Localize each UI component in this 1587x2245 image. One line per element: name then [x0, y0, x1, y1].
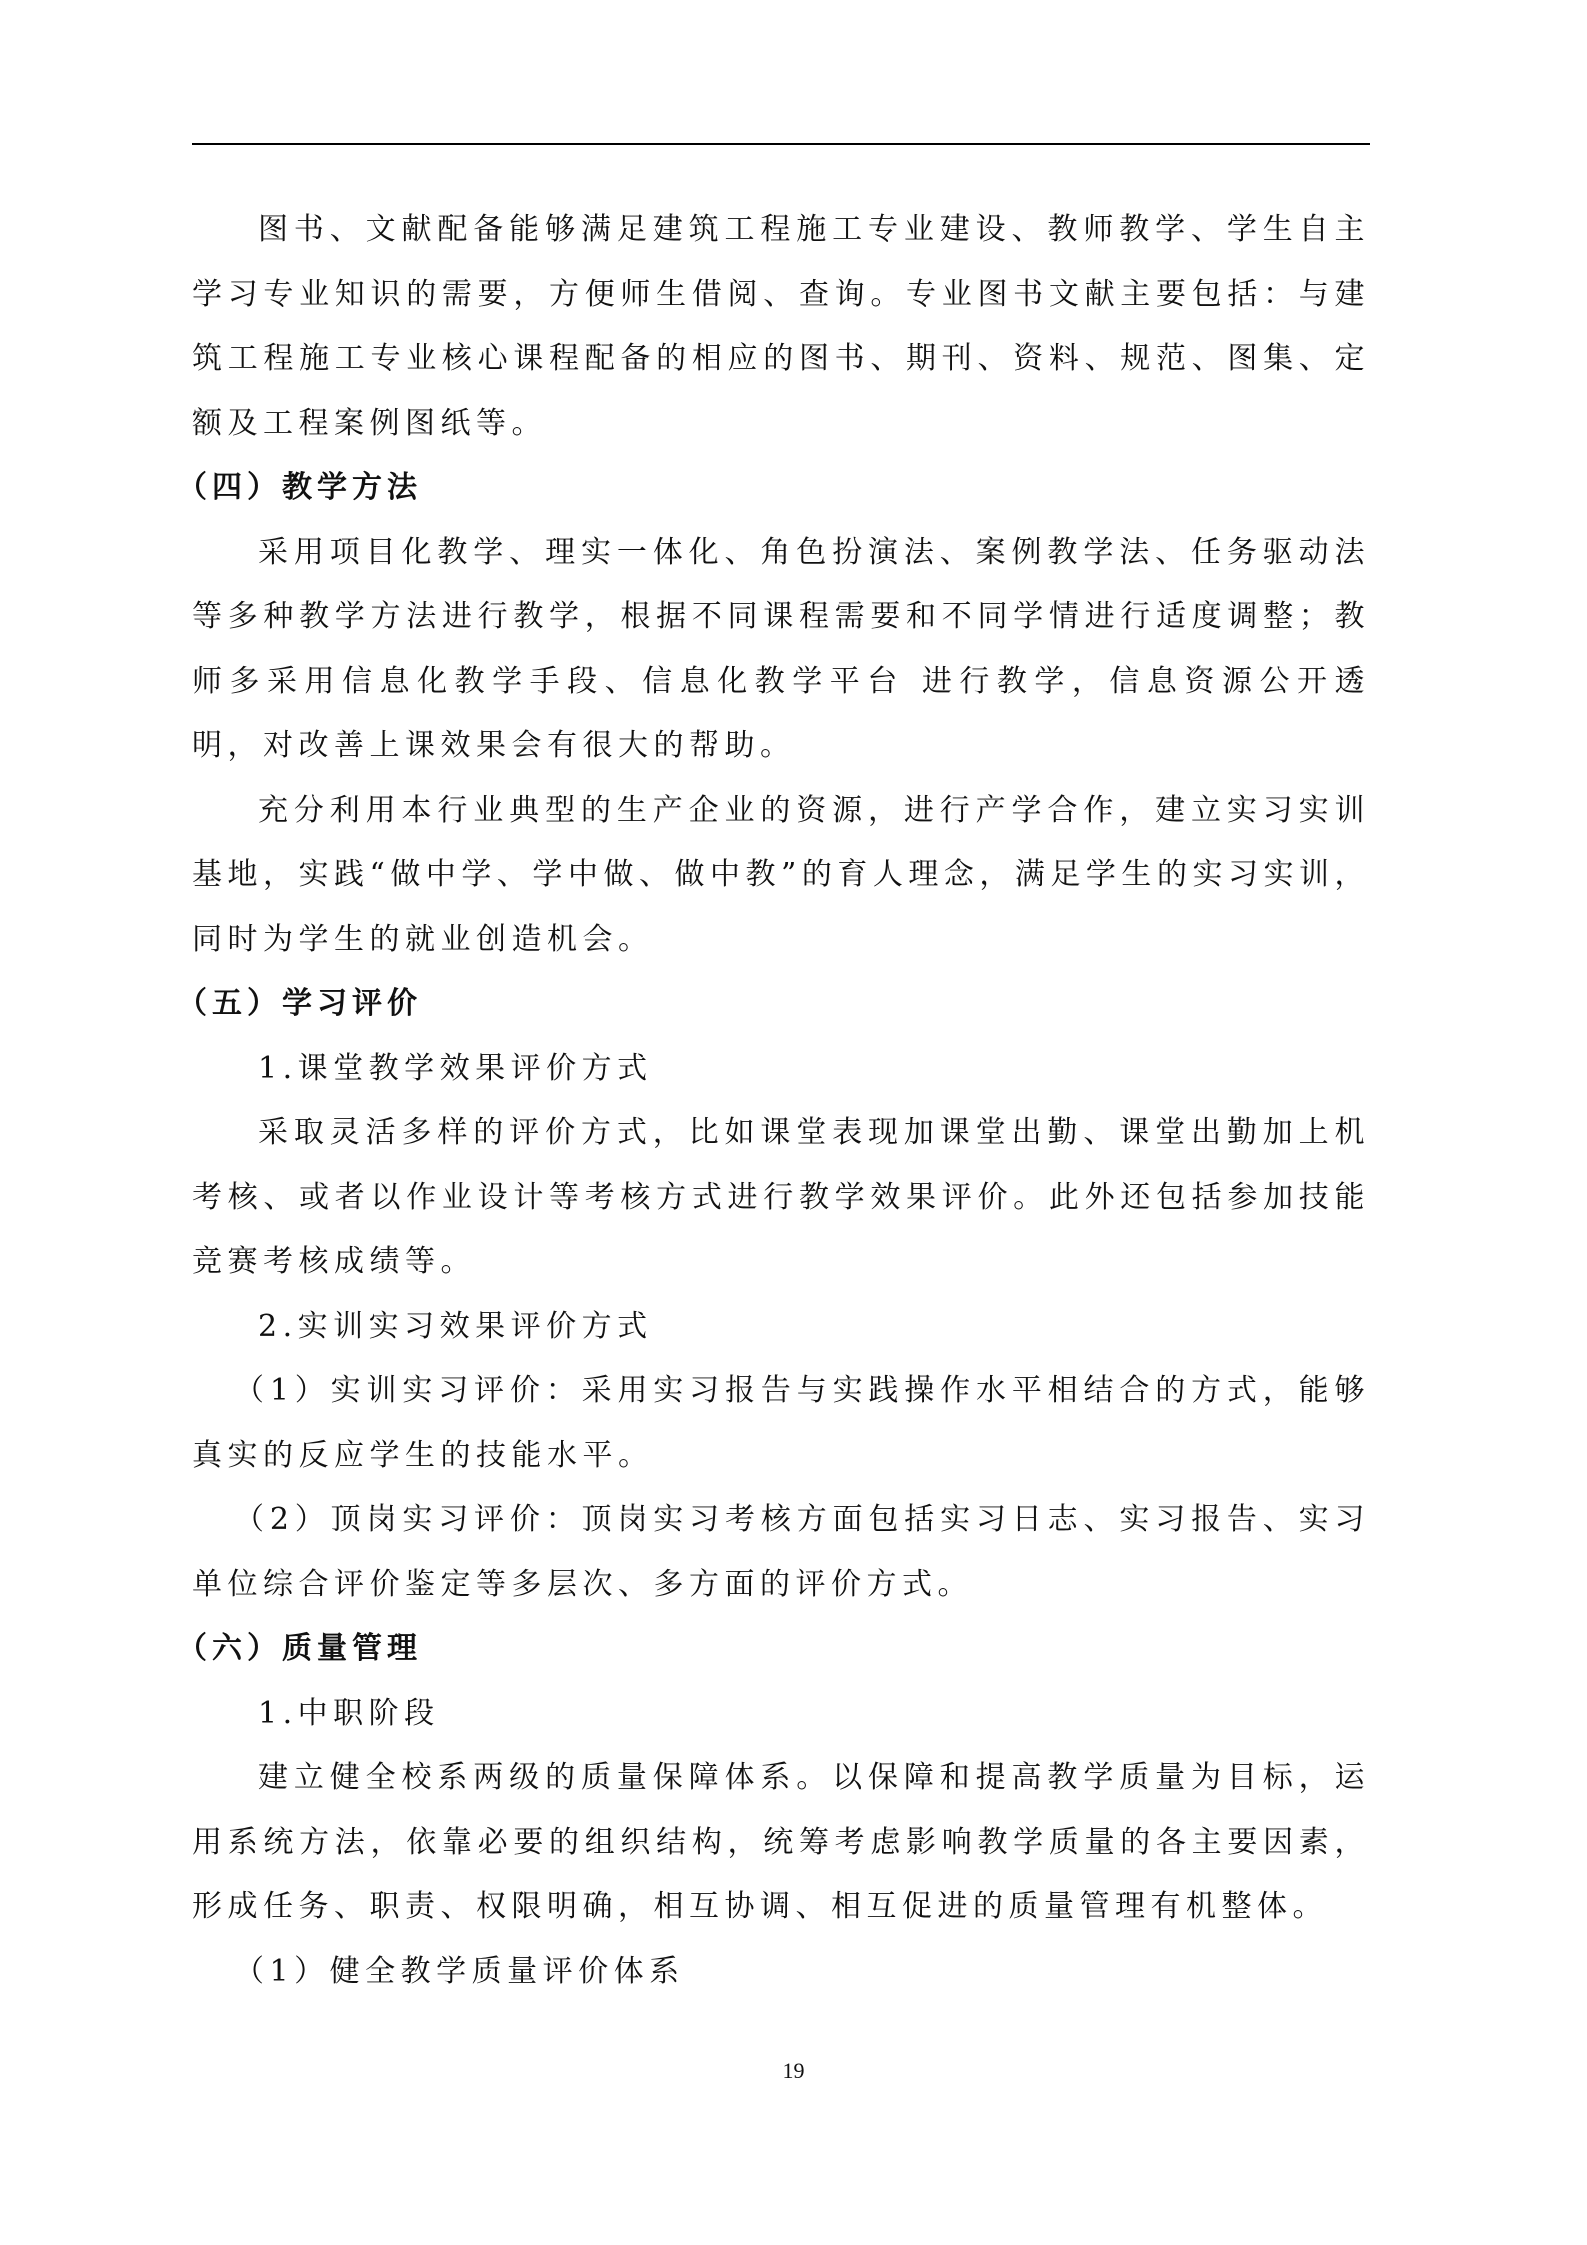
page-number: 19: [782, 2058, 805, 2083]
paragraph-industry-cooperation: 充分利用本行业典型的生产企业的资源，进行产学合作，建立实习实训基地，实践“做中学、学中做、做中教”的育人理念，满足学生的实习实训，同时为学生的就业创造机会。: [192, 792, 1370, 957]
header-rule: [192, 143, 1370, 145]
paragraph-quality-system: 建立健全校系两级的质量保障体系。以保障和提高教学质量为目标，运用系统方法，依靠必要的组织结构，统筹考虑影响教学质量的各主要因素，形成任务、职责、权限明确，相互协调、相互促进的质量管理有机整体。: [192, 1760, 1370, 1924]
paragraph-classroom-evaluation: 采取灵活多样的评价方式，比如课堂表现加课堂出勤、课堂出勤加上机考核、或者以作业设计等考核方式进行教学效果评价。此外还包括参加技能竞赛考核成绩等。: [192, 1115, 1370, 1279]
section-heading-quality-management: （六）质量管理: [177, 1631, 422, 1666]
paragraph-internship-evaluation: （2）顶岗实习评价：顶岗实习考核方面包括实习日志、实习报告、实习单位综合评价鉴定等多层次、多方面的评价方式。: [192, 1502, 1370, 1602]
subheading-classroom-evaluation: 1.课堂教学效果评价方式: [258, 1050, 653, 1086]
subheading-practice-evaluation: 2.实训实习效果评价方式: [258, 1308, 653, 1344]
subheading-quality-evaluation-system: （1）健全教学质量评价体系: [234, 1953, 685, 1989]
paragraph-teaching-methods: 采用项目化教学、理实一体化、角色扮演法、案例教学法、任务驱动法等多种教学方法进行教学，根据不同课程需要和不同学情进行适度调整；教师多采用信息化教学手段、信息化教学平台 进行教学，信息资源公开透明，对改善上课效果会有很大的帮助。: [192, 534, 1370, 763]
subheading-secondary-stage: 1.中职阶段: [258, 1695, 440, 1731]
paragraph-training-evaluation: （1）实训实习评价：采用实习报告与实践操作水平相结合的方式，能够真实的反应学生的技能水平。: [192, 1373, 1370, 1473]
section-heading-learning-evaluation: （五）学习评价: [177, 986, 422, 1021]
document-body: [177, 198, 1370, 2004]
paragraph-library-resources: 图书、文献配备能够满足建筑工程施工专业建设、教师教学、学生自主学习专业知识的需要，方便师生借阅、查询。专业图书文献主要包括：与建筑工程施工专业核心课程配备的相应的图书、期刊、资料、规范、图集、定额及工程案例图纸等。: [192, 212, 1370, 441]
section-heading-teaching-methods: （四）教学方法: [177, 470, 422, 505]
